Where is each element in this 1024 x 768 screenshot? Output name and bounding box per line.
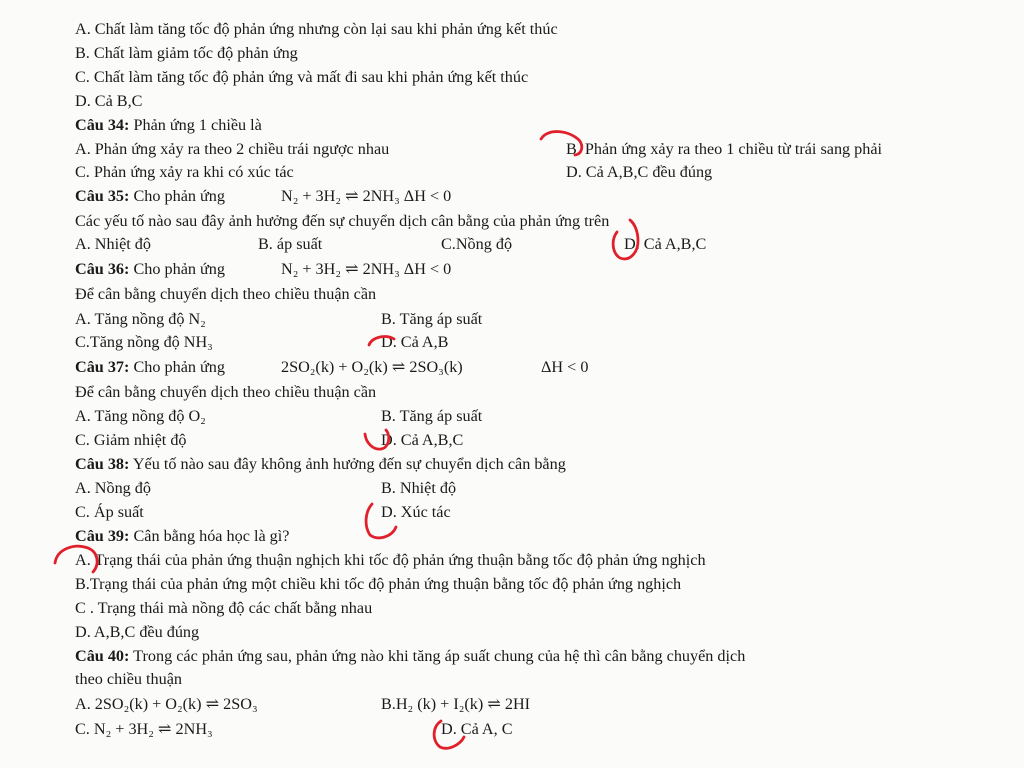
q38-option-a: A. Nồng độ [75, 479, 151, 497]
q36-option-d: D. Cả A,B [381, 333, 449, 351]
q36-equation: N₂ + 3H₂ ⇌ 2NH₃ ΔH < 0 [281, 260, 452, 278]
question-39 [75, 526, 289, 546]
question-36 [75, 259, 225, 279]
question-label: Câu 39: [75, 527, 130, 545]
question-35 [75, 186, 225, 206]
question-34 [75, 115, 262, 135]
option-d-prev: D. Cả B,C [75, 92, 143, 110]
question-label: Câu 37: [75, 358, 130, 376]
q37-prompt: Để cân bằng chuyển dịch theo chiều thuận cần [75, 383, 377, 401]
option-c-prev: C. Chất làm tăng tốc độ phản ứng và mất đi sau khi phản ứng kết thúc [75, 68, 529, 86]
question-text: Cho phản ứng [129, 358, 225, 376]
q35-option-a: A. Nhiệt độ [75, 235, 151, 253]
q38-option-b: B. Nhiệt độ [381, 479, 457, 497]
q36-option-b: B. Tăng áp suất [381, 310, 483, 328]
q39-option-d: D. A,B,C đều đúng [75, 623, 200, 641]
question-40 [75, 646, 745, 666]
question-text: Phản ứng 1 chiều là [129, 116, 262, 134]
option-b-prev: B. Chất làm giảm tốc độ phản ứng [75, 44, 298, 62]
question-label: Câu 35: [75, 187, 130, 205]
q39-option-a: A. Trạng thái của phản ứng thuận nghịch khi tốc độ phản ứng thuận bằng tốc độ phản ứng nghịch [75, 551, 706, 569]
q35-equation: N₂ + 3H₂ ⇌ 2NH₃ ΔH < 0 [281, 187, 452, 205]
q35-prompt: Các yếu tố nào sau đây ảnh hưởng đến sự chuyển dịch cân bằng của phản ứng trên [75, 212, 610, 230]
question-text: Cân bằng hóa học là gì? [129, 527, 290, 545]
q34-option-d: D. Cả A,B,C đều đúng [566, 163, 713, 181]
q37-option-a: A. Tăng nồng độ O₂ [75, 407, 206, 425]
question-label: Câu 34: [75, 116, 130, 134]
q34-option-b: B. Phản ứng xảy ra theo 1 chiều từ trái sang phải [566, 140, 883, 158]
question-label: Câu 36: [75, 260, 130, 278]
q36-prompt: Để cân bằng chuyển dịch theo chiều thuận cần [75, 285, 377, 303]
question-40-continued: theo chiều thuận [75, 670, 182, 688]
q37-option-b: B. Tăng áp suất [381, 407, 483, 425]
q37-option-d: D. Cả A,B,C [381, 431, 464, 449]
option-a-prev: A. Chất làm tăng tốc độ phản ứng nhưng còn lại sau khi phản ứng kết thúc [75, 20, 558, 38]
q35-option-c: C.Nồng độ [441, 235, 513, 253]
question-label: Câu 38: [75, 455, 130, 473]
question-38 [75, 454, 566, 474]
q37-equation: 2SO₂(k) + O₂(k) ⇌ 2SO₃(k) [281, 358, 463, 376]
q40-option-c: C. N₂ + 3H₂ ⇌ 2NH₃ [75, 720, 213, 738]
q39-option-c: C . Trạng thái mà nồng độ các chất bằng nhau [75, 599, 373, 617]
q37-option-c: C. Giảm nhiệt độ [75, 431, 187, 449]
q40-option-a: A. 2SO₂(k) + O₂(k) ⇌ 2SO₃ [75, 695, 258, 713]
q40-option-d: D. Cả A, C [441, 720, 513, 738]
question-text: Cho phản ứng [129, 187, 225, 205]
question-label: Câu 40: [75, 647, 130, 665]
q35-option-b: B. áp suất [258, 235, 323, 253]
question-text: Yếu tố nào sau đây không ảnh hưởng đến sự chuyển dịch cân bằng [129, 455, 566, 473]
question-37 [75, 357, 225, 377]
q35-option-d: D. Cả A,B,C [624, 235, 707, 253]
question-text: Cho phản ứng [129, 260, 225, 278]
q34-option-a: A. Phản ứng xảy ra theo 2 chiều trái ngược nhau [75, 140, 390, 158]
q36-option-c: C.Tăng nồng độ NH₃ [75, 333, 213, 351]
q37-enthalpy: ΔH < 0 [541, 358, 589, 376]
q39-option-b: B.Trạng thái của phản ứng một chiều khi tốc độ phản ứng thuận bằng tốc độ phản ứng nghịch [75, 575, 682, 593]
q40-option-b: B.H₂ (k) + I₂(k) ⇌ 2HI [381, 695, 531, 713]
q38-option-c: C. Áp suất [75, 503, 144, 521]
question-text: Trong các phản ứng sau, phản ứng nào khi tăng áp suất chung của hệ thì cân bằng chuyển dịch [129, 647, 746, 665]
q34-option-c: C. Phản ứng xảy ra khi có xúc tác [75, 163, 294, 181]
q38-option-d: D. Xúc tác [381, 503, 451, 521]
q36-option-a: A. Tăng nồng độ N₂ [75, 310, 206, 328]
